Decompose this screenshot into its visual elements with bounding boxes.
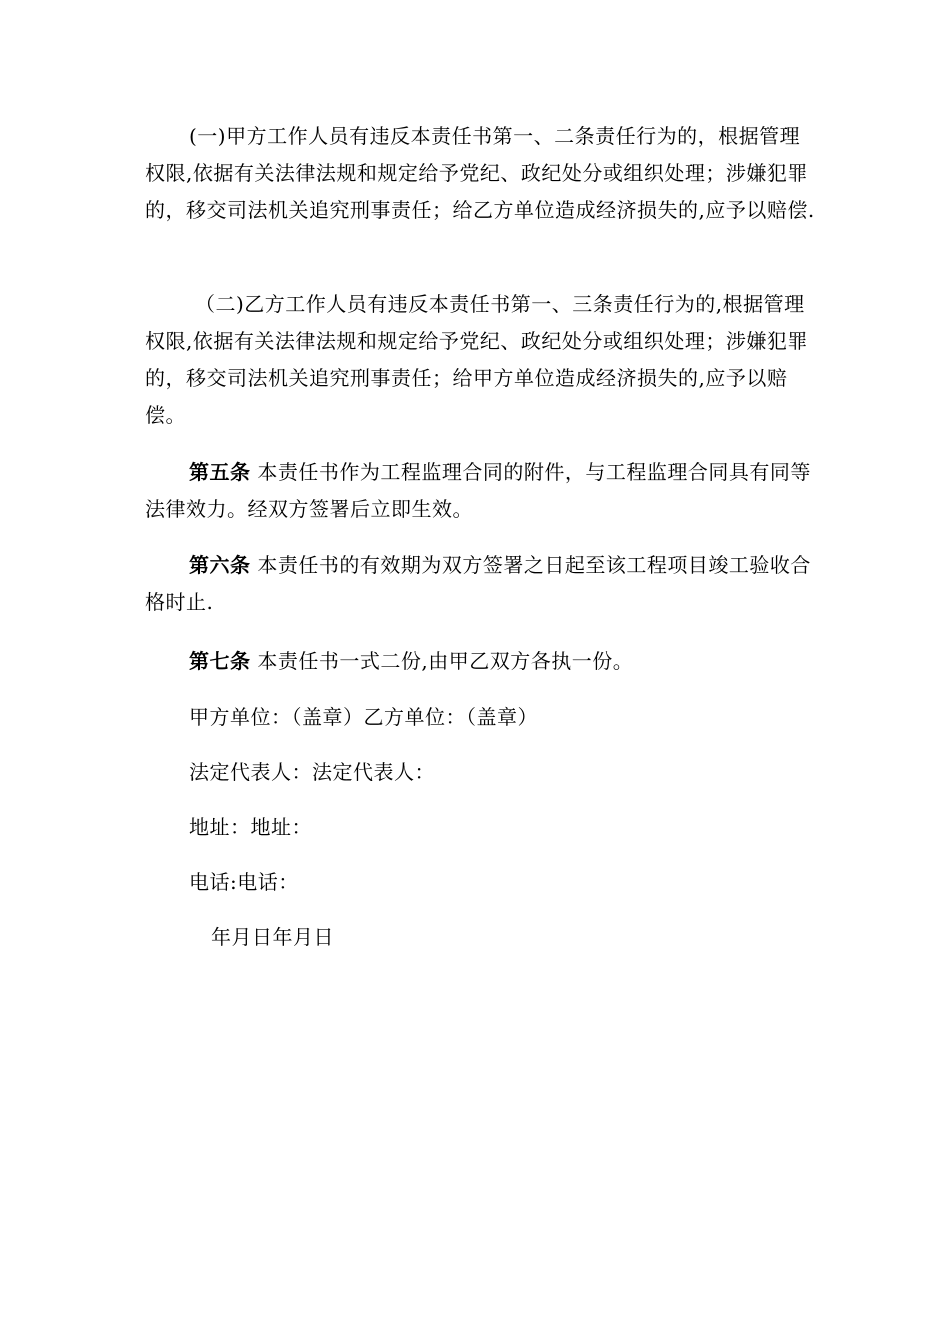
article-7-text: 本责任书一式二份,由甲乙双方各执一份。 (250, 649, 634, 673)
article-6-text: 本责任书的有效期为双方签署之日起至该工程项目竣工验收合格时止. (145, 553, 811, 614)
article-5 (145, 454, 815, 528)
article-5-text: 本责任书作为工程监理合同的附件，与工程监理合同具有同等法律效力。经双方签署后立即生效。 (145, 460, 811, 521)
article-6-title: 第六条 (189, 553, 251, 577)
article-5-title: 第五条 (189, 460, 251, 484)
article-7 (145, 643, 815, 680)
signature-phone: 电话:电话： (189, 870, 299, 894)
article-6 (145, 547, 815, 621)
clause-item-2: （二)乙方工作人员有违反本责任书第一、三条责任行为的,根据管理权限,依据有关法律法规和规定给予党纪、政纪处分或组织处理；涉嫌犯罪的，移交司法机关追究刑事责任；给甲方单位造成经济损失的,应予以赔偿。 (145, 292, 808, 427)
signature-date: 年月日年月日 (211, 925, 334, 949)
signature-representatives: 法定代表人：法定代表人： (189, 760, 435, 784)
article-7-title: 第七条 (189, 649, 251, 673)
signature-address: 地址：地址： (189, 815, 312, 839)
signature-parties: 甲方单位：（盖章）乙方单位：（盖章） (189, 705, 538, 729)
clause-item-1: (一)甲方工作人员有违反本责任书第一、二条责任行为的，根据管理权限,依据有关法律法规和规定给予党纪、政纪处分或组织处理；涉嫌犯罪的，移交司法机关追究刑事责任；给乙方单位造成经济损失的,应予以赔偿. (145, 124, 815, 222)
